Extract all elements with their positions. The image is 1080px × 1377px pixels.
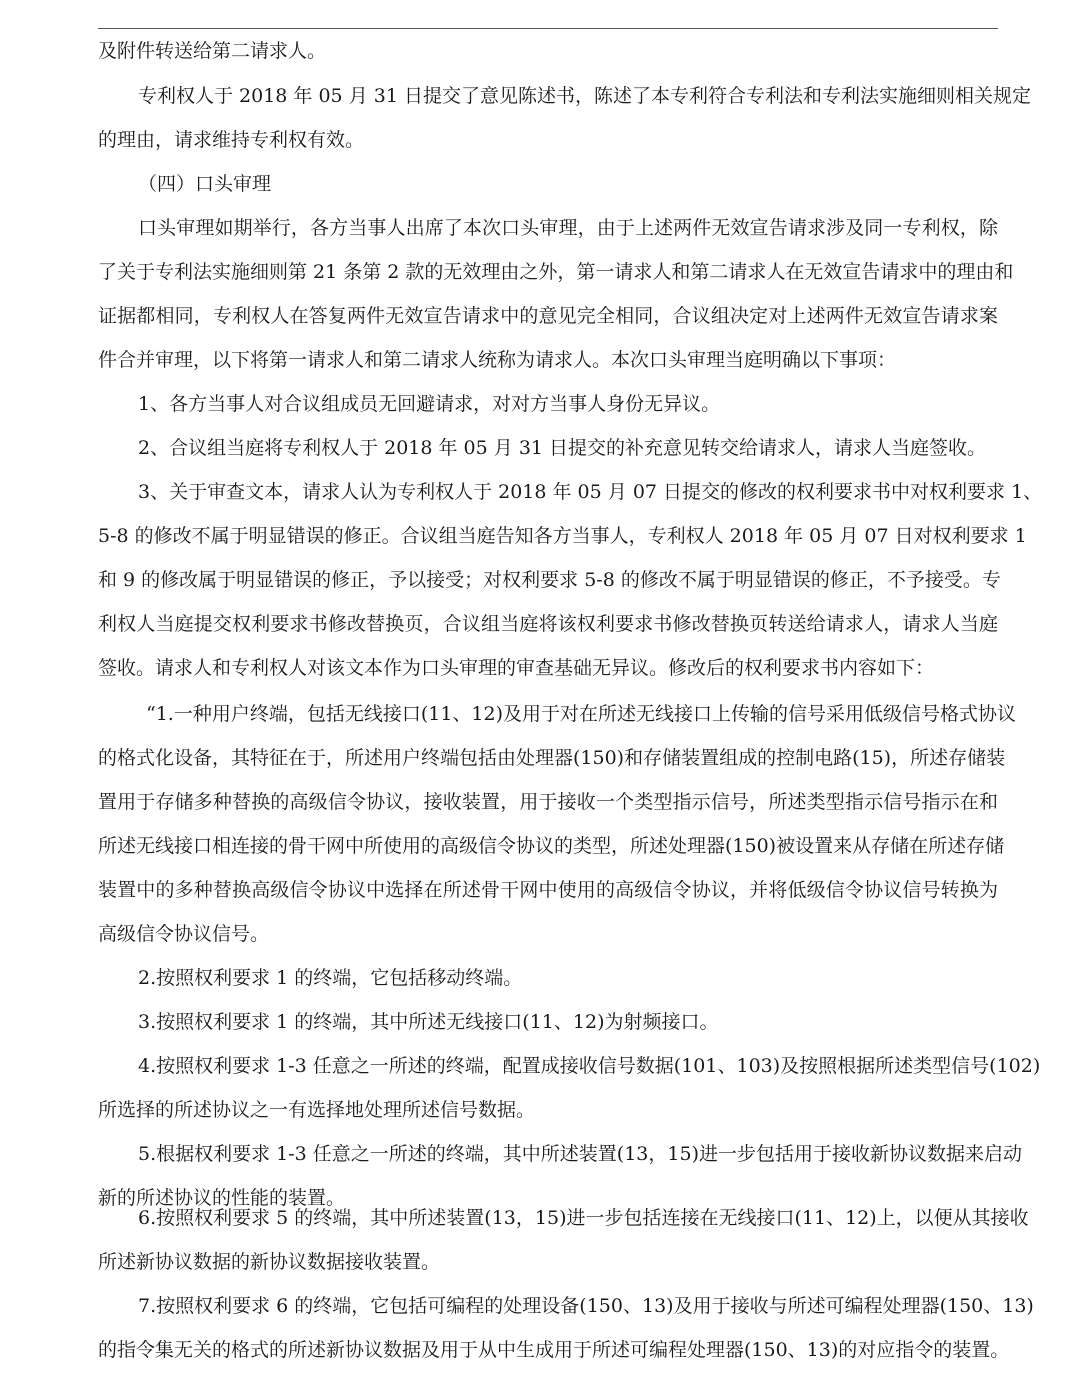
text-line-12: 5-8 的修改不属于明显错误的修正。合议组当庭告知各方当事人，专利权人 2018 年 05 月 07 日对权利要求 1 [98,525,1027,547]
text-line-23: 3.按照权利要求 1 的终端，其中所述无线接口(11、12)为射频接口。 [138,1011,719,1033]
text-line-2: 专利权人于 2018 年 05 月 31 日提交了意见陈述书，陈述了本专利符合专利法和专利法实施细则相关规定 [138,85,1031,107]
text-line-11: 3、关于审查文本，请求人认为专利权人于 2018 年 05 月 07 日提交的修改的权利要求书中对权利要求 1、 [138,481,1043,503]
text-line-20: 装置中的多种替换高级信令协议中选择在所述骨干网中使用的高级信令协议，并将低级信令协议信号转换为 [98,879,998,901]
text-line-15: 签收。请求人和专利权人对该文本作为口头审理的审查基础无异议。修改后的权利要求书内容如下： [98,657,935,679]
text-line-5: 口头审理如期举行，各方当事人出席了本次口头审理，由于上述两件无效宣告请求涉及同一专利权，除 [138,217,998,239]
text-line-14: 利权人当庭提交权利要求书修改替换页，合议组当庭将该权利要求书修改替换页转送给请求人，请求人当庭 [98,613,998,635]
text-line-17: 的格式化设备，其特征在于，所述用户终端包括由处理器(150)和存储装置组成的控制电路(15)，所述存储装 [98,747,1006,769]
text-line-6: 了关于专利法实施细则第 21 条第 2 款的无效理由之外，第一请求人和第二请求人在无效宣告请求中的理由和 [98,261,1014,283]
text-line-1: 及附件转送给第二请求人。 [98,40,327,62]
text-line-16: “1.一种用户终端，包括无线接口(11、12)及用于对在所述无线接口上传输的信号采用低级信号格式协议 [146,703,1017,725]
section-heading: （四）口头审理 [138,173,272,195]
text-line-7: 证据都相同，专利权人在答复两件无效宣告请求中的意见完全相同，合议组决定对上述两件无效宣告请求案 [98,305,998,327]
text-line-27: 新的所述协议的性能的装置。 [98,1187,346,1209]
text-line-19: 所述无线接口相连接的骨干网中所使用的高级信令协议的类型，所述处理器(150)被设置来从存储在所述存储 [98,835,1005,857]
text-line-18: 置用于存储多种替换的高级信令协议，接收装置，用于接收一个类型指示信号，所述类型指示信号指示在和 [98,791,998,813]
text-line-9: 1、各方当事人对合议组成员无回避请求，对对方当事人身份无异议。 [138,393,721,415]
text-line-3: 的理由，请求维持专利权有效。 [98,129,365,151]
text-line-31: 的指令集无关的格式的所述新协议数据及用于从中生成用于所述可编程处理器(150、13)的对应指令的装置。 [98,1339,1010,1361]
text-line-26: 5.根据权利要求 1-3 任意之一所述的终端，其中所述装置(13，15)进一步包括用于接收新协议数据来启动 [138,1143,1022,1165]
text-line-30: 7.按照权利要求 6 的终端，它包括可编程的处理设备(150、13)及用于接收与所述可编程处理器(150、13) [138,1295,1034,1317]
text-line-10: 2、合议组当庭将专利权人于 2018 年 05 月 31 日提交的补充意见转交给请求人，请求人当庭签收。 [138,437,987,459]
header-rule [98,28,998,29]
text-line-24: 4.按照权利要求 1-3 任意之一所述的终端，配置成接收信号数据(101、103)及按照根据所述类型信号(102) [138,1055,1041,1077]
text-line-29: 所述新协议数据的新协议数据接收装置。 [98,1251,441,1273]
text-line-13: 和 9 的修改属于明显错误的修正，予以接受；对权利要求 5-8 的修改不属于明显错误的修正，不予接受。专 [98,569,1001,591]
text-line-25: 所选择的所述协议之一有选择地处理所述信号数据。 [98,1099,536,1121]
text-line-21: 高级信令协议信号。 [98,923,270,945]
text-line-22: 2.按照权利要求 1 的终端，它包括移动终端。 [138,967,523,989]
text-line-8: 件合并审理，以下将第一请求人和第二请求人统称为请求人。本次口头审理当庭明确以下事项： [98,349,897,371]
text-line-28: 6.按照权利要求 5 的终端，其中所述装置(13，15)进一步包括连接在无线接口(11、12)上，以便从其接收 [138,1207,1029,1229]
